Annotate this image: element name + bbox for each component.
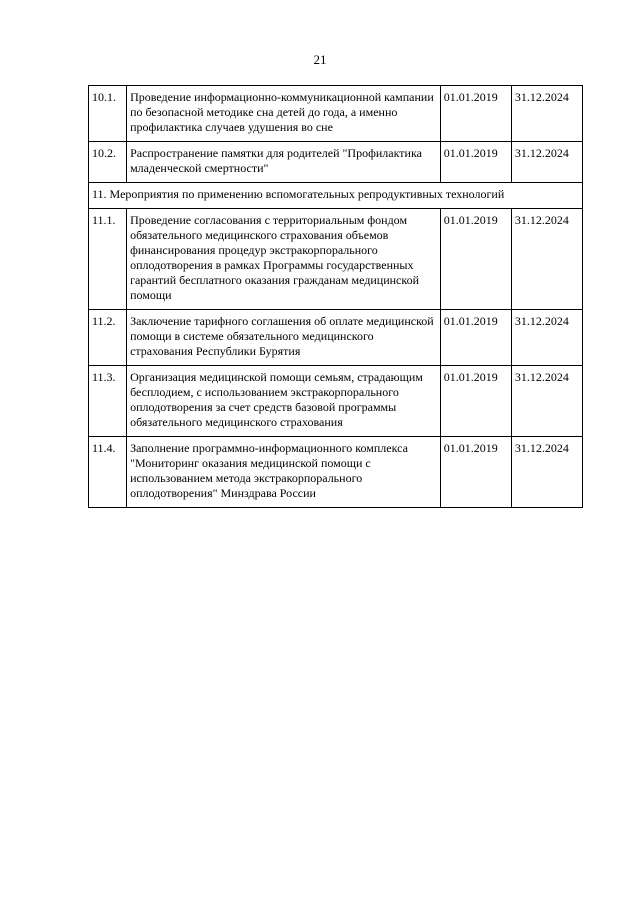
- start-date: 01.01.2019: [440, 366, 511, 437]
- item-description: Проведение информационно-коммуникационной кампании по безопасной методике сна детей до года, а именно профилактика случаев удушения во сне: [127, 86, 441, 142]
- item-number: 11.1.: [89, 209, 127, 310]
- item-number: 11.2.: [89, 310, 127, 366]
- table-row: [89, 209, 583, 310]
- start-date: 01.01.2019: [440, 310, 511, 366]
- item-description: Проведение согласования с территориальным фондом обязательного медицинского страхования объемов финансирования процедур экстракорпорального оплодотворения в рамках Программы государственных гарантий бесплатного оказания гражданам медицинской помощи: [127, 209, 441, 310]
- end-date: 31.12.2024: [511, 366, 582, 437]
- section-row: [89, 183, 583, 209]
- item-number: 10.1.: [89, 86, 127, 142]
- end-date: 31.12.2024: [511, 437, 582, 508]
- table-row: [89, 366, 583, 437]
- item-description: Заключение тарифного соглашения об оплате медицинской помощи в системе обязательного медицинского страхования Республики Бурятия: [127, 310, 441, 366]
- start-date: 01.01.2019: [440, 142, 511, 183]
- item-description: Распространение памятки для родителей "Профилактика младенческой смертности": [127, 142, 441, 183]
- item-number: 11.3.: [89, 366, 127, 437]
- item-description: Организация медицинской помощи семьям, страдающим бесплодием, с использованием экстракорпорального оплодотворения за счет средств базовой программы обязательного медицинского страхования: [127, 366, 441, 437]
- start-date: 01.01.2019: [440, 86, 511, 142]
- end-date: 31.12.2024: [511, 209, 582, 310]
- section-heading: 11. Мероприятия по применению вспомогательных репродуктивных технологий: [89, 183, 583, 209]
- start-date: 01.01.2019: [440, 209, 511, 310]
- end-date: 31.12.2024: [511, 142, 582, 183]
- page-number: 21: [313, 52, 327, 67]
- start-date: 01.01.2019: [440, 437, 511, 508]
- table-body: [89, 86, 583, 508]
- table-row: [89, 86, 583, 142]
- item-number: 10.2.: [89, 142, 127, 183]
- table-row: [89, 142, 583, 183]
- table-row: [89, 437, 583, 508]
- end-date: 31.12.2024: [511, 86, 582, 142]
- table-row: [89, 310, 583, 366]
- end-date: 31.12.2024: [511, 310, 582, 366]
- activity-plan-table: [88, 85, 583, 508]
- item-number: 11.4.: [89, 437, 127, 508]
- item-description: Заполнение программно-информационного комплекса "Мониторинг оказания медицинской помощи с использованием метода экстракорпорального оплодотворения" Минздрава России: [127, 437, 441, 508]
